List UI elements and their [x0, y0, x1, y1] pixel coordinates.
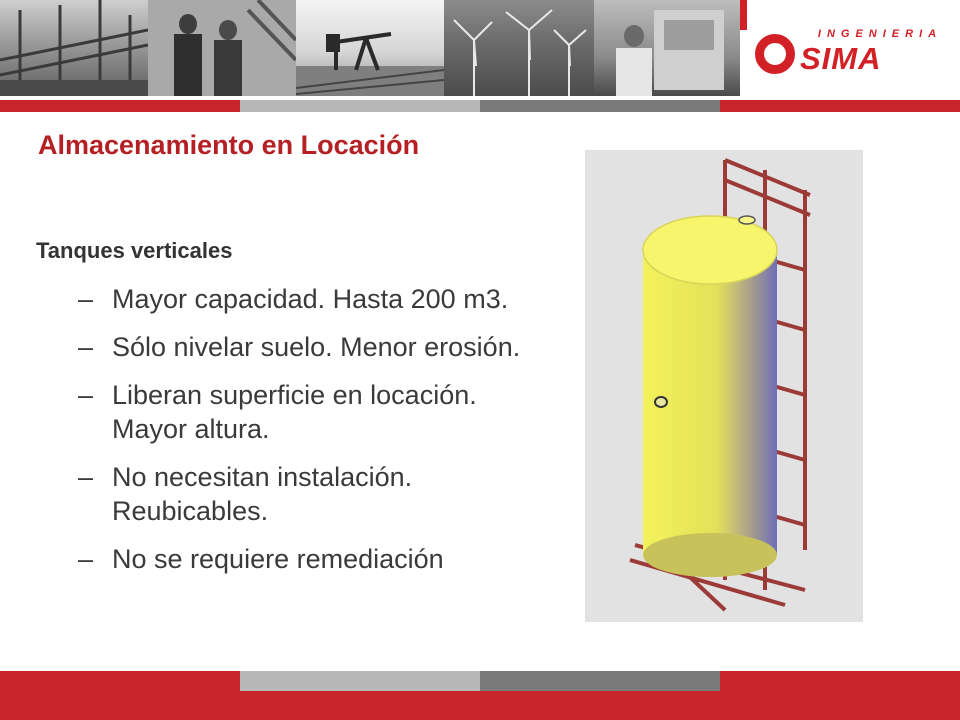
bullet-item	[78, 460, 558, 528]
logo-sima-text: SIMA	[800, 41, 882, 76]
bullet-item	[78, 282, 558, 316]
bullet-dash: –	[78, 332, 94, 362]
bullet-dash: –	[78, 544, 94, 574]
photo-pipeline-plant	[0, 0, 148, 96]
bullet-list	[78, 282, 558, 590]
bullet-item	[78, 542, 558, 576]
photo-workers	[148, 0, 296, 96]
bullet-text: No se requiere remediación	[112, 544, 444, 574]
bullet-text: Liberan superficie en locación. Mayor altura.	[112, 380, 477, 444]
bullet-dash: –	[78, 380, 94, 410]
bullet-item	[78, 378, 558, 446]
slide-title: Almacenamiento en Locación	[38, 130, 420, 160]
photo-wind-turbines	[444, 0, 594, 96]
header-divider	[0, 100, 960, 112]
header-banner	[0, 0, 960, 96]
logo-o-ring	[755, 34, 795, 74]
bullet-text: No necesitan instalación. Reubicables.	[112, 462, 413, 526]
footer-divider	[0, 671, 960, 691]
bullet-text: Sólo nivelar suelo. Menor erosión.	[112, 332, 521, 362]
bullet-text: Mayor capacidad. Hasta 200 m3.	[112, 284, 509, 314]
bullet-item	[78, 330, 558, 364]
logo-ingenieria-text: INGENIERIA	[817, 28, 943, 40]
photo-pumpjack	[296, 0, 444, 96]
vertical-tank-illustration	[585, 150, 863, 622]
footer-band	[0, 691, 960, 720]
bullet-dash: –	[78, 462, 94, 492]
photo-lab-technician	[594, 0, 740, 96]
logo-accent-tab	[740, 0, 747, 30]
company-logo	[740, 0, 960, 96]
bullet-dash: –	[78, 284, 94, 314]
slide-subtitle: Tanques verticales	[36, 238, 233, 263]
